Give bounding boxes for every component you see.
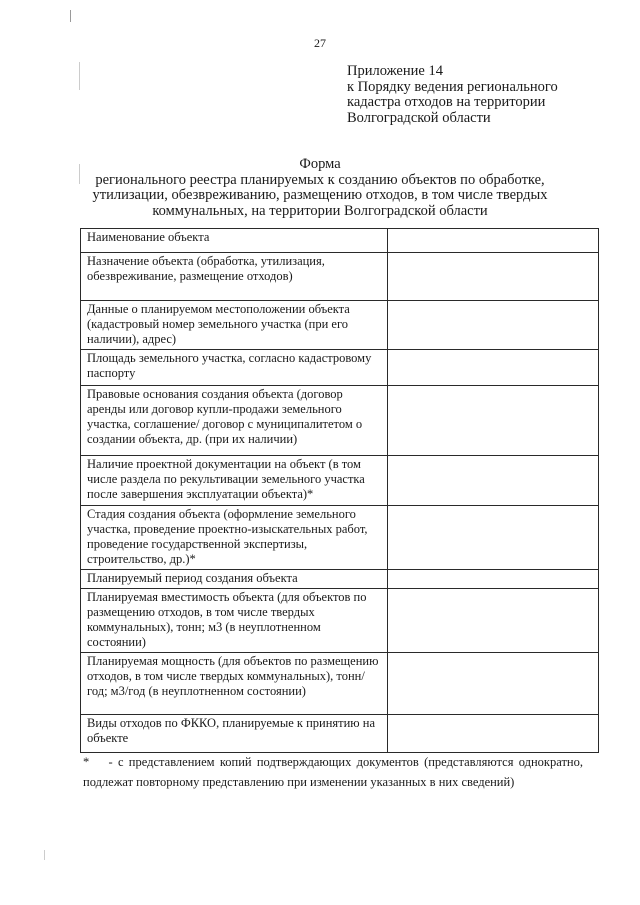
row-value [388, 570, 599, 589]
table-row [81, 386, 599, 456]
appendix-header [347, 64, 607, 126]
table-row [81, 715, 599, 753]
table-row [81, 570, 599, 589]
scan-artifact [70, 10, 71, 22]
row-value [388, 301, 599, 350]
row-label: Стадия создания объекта (оформление земельного участка, проведение проектно-изыскательных работ, проведение государственной экспертизы, строительство, др.)* [81, 506, 388, 570]
table-row [81, 301, 599, 350]
form-title-line: утилизации, обезвреживанию, размещению отходов, в том числе твердых [92, 187, 548, 203]
table-row [81, 456, 599, 506]
form-title-line: коммунальных, на территории Волгоградской области [152, 202, 488, 219]
row-label: Планируемая вместимость объекта (для объектов по размещению отходов, в том числе твердых коммунальных), тонн; м3 (в неуплотненном состоянии) [81, 589, 388, 653]
row-value [388, 589, 599, 653]
table-row [81, 253, 599, 301]
scan-artifact [44, 850, 45, 860]
scan-artifact [79, 164, 80, 184]
appendix-line: кадастра отходов на территории [347, 94, 546, 110]
row-label: Виды отходов по ФККО, планируемые к принятию на объекте [81, 715, 388, 753]
row-label: Правовые основания создания объекта (договор аренды или договор купли-продажи земельного участка, соглашение/ договор с муниципалитетом о создании объекта, др. (при их наличии) [81, 386, 388, 456]
row-value [388, 715, 599, 753]
row-value [388, 506, 599, 570]
footnote-text: - с представлением копий подтверждающих документов (представляются однократно, подлежат повторному представлению при изменении указанных в них сведений) [83, 755, 583, 789]
table-row [81, 350, 599, 386]
row-value [388, 386, 599, 456]
table-row [81, 229, 599, 253]
row-value [388, 456, 599, 506]
row-label: Планируемая мощность (для объектов по размещению отходов, в том числе твердых коммунальных), тонн/год; м3/год (в неуплотненном состоянии) [81, 653, 388, 715]
form-title [60, 157, 580, 219]
row-label: Данные о планируемом местоположении объекта (кадастровый номер земельного участка (при его наличии), адрес) [81, 301, 388, 350]
row-label: Наименование объекта [81, 229, 388, 253]
row-label: Наличие проектной документации на объект (в том числе раздела по рекультивации земельного участка после завершения эксплуатации объекта)* [81, 456, 388, 506]
row-value [388, 229, 599, 253]
row-label: Площадь земельного участка, согласно кадастровому паспорту [81, 350, 388, 386]
scan-artifact [79, 62, 80, 90]
form-title-line: Форма [299, 156, 341, 172]
row-label: Планируемый период создания объекта [81, 570, 388, 589]
appendix-line: к Порядку ведения регионального [347, 78, 558, 95]
footnote-mark: * [83, 755, 90, 769]
register-table [80, 228, 599, 753]
row-value [388, 350, 599, 386]
footnote [83, 752, 583, 792]
row-value [388, 253, 599, 301]
appendix-line: Волгоградской области [347, 109, 491, 126]
row-label: Назначение объекта (обработка, утилизация, обезвреживание, размещение отходов) [81, 253, 388, 301]
table-row [81, 506, 599, 570]
form-title-line: регионального реестра планируемых к созданию объектов по обработке, [95, 171, 545, 188]
table-row [81, 589, 599, 653]
table-row [81, 653, 599, 715]
row-value [388, 653, 599, 715]
appendix-line: Приложение 14 [347, 63, 443, 79]
page-number: 27 [314, 36, 326, 50]
